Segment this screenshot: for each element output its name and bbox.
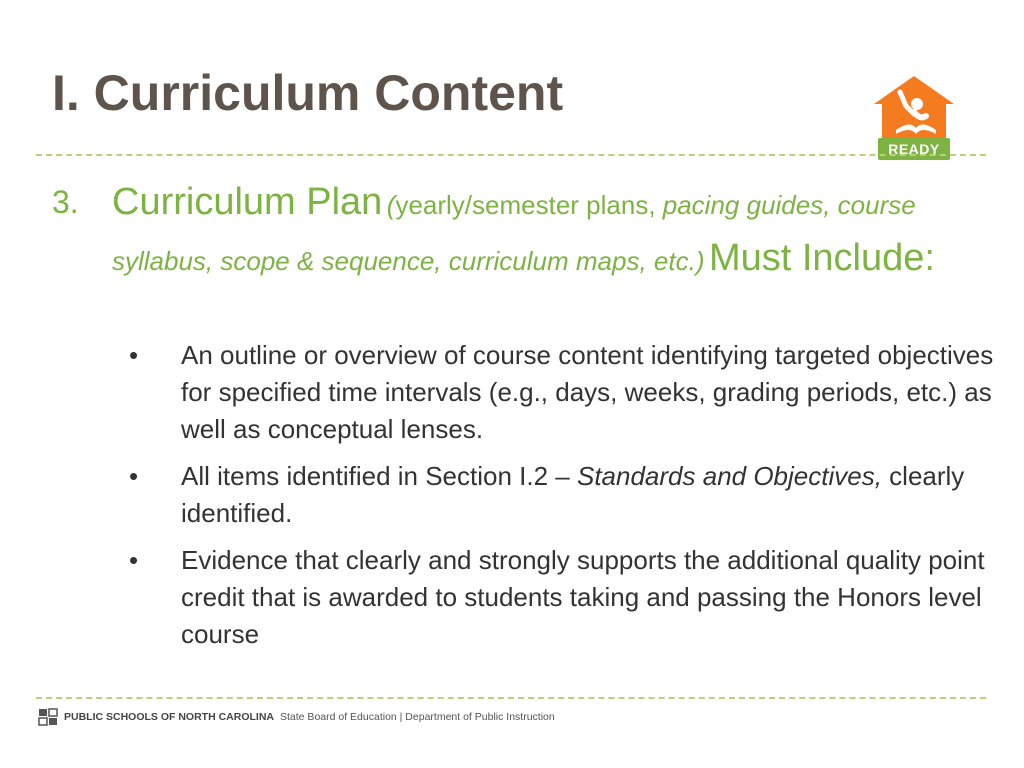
heading-paren-italic: pacing guides, course syllabus, scope & sequence, curriculum maps, etc.) xyxy=(112,190,916,276)
bullet-marker: • xyxy=(129,461,139,491)
list-item xyxy=(125,542,995,653)
heading-main: Curriculum Plan xyxy=(112,181,383,223)
section-heading xyxy=(112,178,972,290)
bullet-list xyxy=(125,337,995,663)
bullet-text: Evidence that clearly and strongly supports the additional quality point credit that is awarded to students taking and passing the Honors level course xyxy=(181,545,985,649)
bullet-text-after: clearly identified. xyxy=(181,461,965,528)
list-item xyxy=(125,458,995,532)
footer-org: PUBLIC SCHOOLS OF NORTH CAROLINA xyxy=(64,711,274,723)
nc-public-schools-icon xyxy=(38,708,58,726)
heading-must-include: Must Include: xyxy=(708,237,935,279)
section-number: 3. xyxy=(52,184,79,220)
bullet-text-before: All items identified in Section I.2 – xyxy=(181,461,577,491)
slide-title: I. Curriculum Content xyxy=(52,65,564,121)
heading-paren-plain: yearly/semester plans, xyxy=(395,190,663,220)
ready-logo xyxy=(870,74,958,164)
heading-paren-open: ( xyxy=(386,190,396,220)
bullet-text: An outline or overview of course content identifying targeted objectives for specified time intervals (e.g., days, weeks, grading periods, etc.) as well as conceptual lenses. xyxy=(181,340,994,444)
list-item xyxy=(125,337,995,448)
bullet-marker: • xyxy=(129,340,139,370)
ready-logo-text: READY xyxy=(888,141,940,157)
footer xyxy=(38,708,555,726)
bullet-marker: • xyxy=(129,545,139,575)
top-divider xyxy=(36,154,986,156)
bottom-divider xyxy=(36,697,986,699)
bullet-text-italic: Standards and Objectives, xyxy=(576,461,882,491)
footer-rest: State Board of Education | Department of Public Instruction xyxy=(280,711,555,723)
numbered-section xyxy=(52,178,982,290)
